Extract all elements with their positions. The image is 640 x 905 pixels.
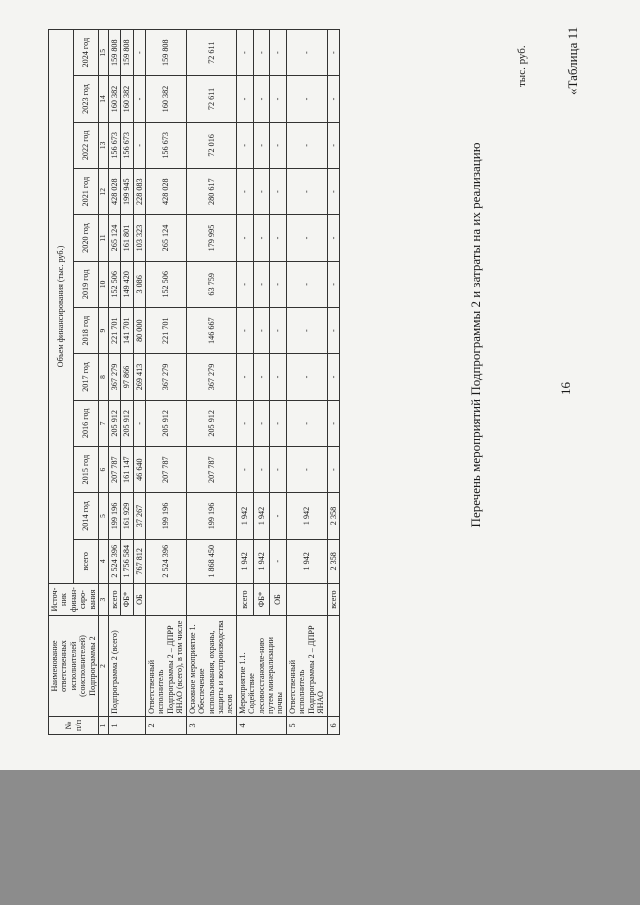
year-value: 156 673 xyxy=(108,122,120,168)
year-value: - xyxy=(253,354,270,400)
year-value: - xyxy=(327,122,339,168)
year-value: 161 147 xyxy=(121,446,133,492)
row-name xyxy=(327,616,339,717)
year-value: - xyxy=(253,446,270,492)
year-value: - xyxy=(253,308,270,354)
year-value: 97 866 xyxy=(121,354,133,400)
year-value: 156 673 xyxy=(146,122,187,168)
year-value: 1 942 xyxy=(286,493,327,539)
header-row-1 xyxy=(49,30,74,735)
year-value: 141 701 xyxy=(121,308,133,354)
row-number: 5 xyxy=(286,716,327,734)
column-index-cell: 6 xyxy=(99,446,109,492)
year-value: 72 611 xyxy=(186,30,236,76)
funding-source: всего xyxy=(108,583,120,615)
column-index-cell: 12 xyxy=(99,169,109,215)
year-value: 160 382 xyxy=(121,76,133,122)
total-value: 1 868 450 xyxy=(186,539,236,583)
column-index-cell: 5 xyxy=(99,493,109,539)
funding-source: ФБ* xyxy=(121,583,133,615)
year-value: - xyxy=(270,76,287,122)
total-value: 2 358 xyxy=(327,539,339,583)
header-year: 2024 год xyxy=(74,30,99,76)
year-value: - xyxy=(253,76,270,122)
year-value: - xyxy=(253,122,270,168)
table-row xyxy=(108,30,120,735)
column-index-cell: 9 xyxy=(99,308,109,354)
row-number: 1 xyxy=(108,716,145,734)
year-value: 228 083 xyxy=(133,169,145,215)
year-value: 159 808 xyxy=(121,30,133,76)
table-row xyxy=(286,30,327,735)
year-value: 367 279 xyxy=(146,354,187,400)
year-value: - xyxy=(286,261,327,307)
table-row xyxy=(186,30,236,735)
year-value: - xyxy=(236,354,253,400)
year-value: 205 912 xyxy=(146,400,187,446)
funding-source: ОБ xyxy=(133,583,145,615)
year-value: 37 267 xyxy=(133,493,145,539)
year-value: 156 673 xyxy=(121,122,133,168)
units-label: тыс. руб. xyxy=(516,45,528,87)
header-year: 2019 год xyxy=(74,261,99,307)
year-value: - xyxy=(327,354,339,400)
year-value: 207 787 xyxy=(146,446,187,492)
header-year: 2017 год xyxy=(74,354,99,400)
row-number: 6 xyxy=(327,716,339,734)
year-value: 3 086 xyxy=(133,261,145,307)
row-name: Основное мероприятие 1. Обеспечение использования, охраны, защиты и воспроизводства лесов xyxy=(186,616,236,717)
year-value: 72 611 xyxy=(186,76,236,122)
year-value: 2 358 xyxy=(327,493,339,539)
year-value: - xyxy=(236,261,253,307)
total-value: 1 756 584 xyxy=(121,539,133,583)
year-value: - xyxy=(270,261,287,307)
year-value: 72 016 xyxy=(186,122,236,168)
year-value: 152 506 xyxy=(108,261,120,307)
year-value: - xyxy=(253,261,270,307)
year-value: - xyxy=(253,30,270,76)
table-row xyxy=(236,30,253,735)
column-index-cell: 1 xyxy=(99,716,109,734)
year-value: - xyxy=(133,122,145,168)
year-value: - xyxy=(327,400,339,446)
year-value: - xyxy=(286,446,327,492)
funding-source: ФБ* xyxy=(253,583,270,615)
year-value: 367 279 xyxy=(186,354,236,400)
year-value: - xyxy=(236,169,253,215)
header-num: № п/п xyxy=(49,716,99,734)
year-value: - xyxy=(286,76,327,122)
column-index-cell: 14 xyxy=(99,76,109,122)
year-value: - xyxy=(286,215,327,261)
row-number: 4 xyxy=(236,716,286,734)
year-value: - xyxy=(236,400,253,446)
page-number: 16 xyxy=(558,382,573,395)
funding-source xyxy=(186,583,236,615)
year-value: - xyxy=(286,354,327,400)
header-year: 2022 год xyxy=(74,122,99,168)
scan-background xyxy=(0,770,640,905)
total-value: 767 812 xyxy=(133,539,145,583)
header-year: 2014 год xyxy=(74,493,99,539)
column-index-cell: 13 xyxy=(99,122,109,168)
year-value: 161 801 xyxy=(121,215,133,261)
year-value: 152 506 xyxy=(146,261,187,307)
header-funding-group: Объем финансирования (тыс. руб.) xyxy=(49,30,74,584)
year-value: - xyxy=(286,308,327,354)
year-value: - xyxy=(270,215,287,261)
year-value: - xyxy=(236,30,253,76)
header-total: всего xyxy=(74,539,99,583)
year-value: 149 420 xyxy=(121,261,133,307)
year-value: - xyxy=(327,215,339,261)
column-index-cell: 8 xyxy=(99,354,109,400)
year-value: - xyxy=(236,446,253,492)
table-body xyxy=(108,30,339,735)
year-value: - xyxy=(133,400,145,446)
table-row xyxy=(327,30,339,735)
year-value: - xyxy=(286,30,327,76)
total-value: 1 942 xyxy=(286,539,327,583)
row-name: Мероприятие 1.1. Содействие лесовосстановле-нию путем минерализации почвы xyxy=(236,616,286,717)
header-year: 2023 год xyxy=(74,76,99,122)
year-value: - xyxy=(327,76,339,122)
year-value: 265 124 xyxy=(108,215,120,261)
year-value: - xyxy=(286,169,327,215)
total-value: - xyxy=(270,539,287,583)
row-number: 2 xyxy=(146,716,187,734)
column-index-row xyxy=(99,30,109,735)
year-value: - xyxy=(253,400,270,446)
year-value: 280 617 xyxy=(186,169,236,215)
year-value: 159 808 xyxy=(146,30,187,76)
year-value: 221 701 xyxy=(146,308,187,354)
funding-source: всего xyxy=(327,583,339,615)
year-value: 207 787 xyxy=(186,446,236,492)
year-value: - xyxy=(236,215,253,261)
year-value: - xyxy=(270,400,287,446)
year-value: 1 942 xyxy=(253,493,270,539)
total-value: 2 524 396 xyxy=(146,539,187,583)
year-value: 179 995 xyxy=(186,215,236,261)
header-name: Наименование ответственных исполнителей (соисполнителей) Подпрограммы 2 xyxy=(49,616,99,717)
year-value: 46 640 xyxy=(133,446,145,492)
year-value: 207 787 xyxy=(108,446,120,492)
year-value: - xyxy=(286,400,327,446)
year-value: 63 759 xyxy=(186,261,236,307)
year-value: 1 942 xyxy=(236,493,253,539)
total-value: 2 524 396 xyxy=(108,539,120,583)
total-value: 1 942 xyxy=(253,539,270,583)
year-value: 205 912 xyxy=(186,400,236,446)
year-value: 265 124 xyxy=(146,215,187,261)
header-year: 2020 год xyxy=(74,215,99,261)
year-value: 80 000 xyxy=(133,308,145,354)
year-value: - xyxy=(270,30,287,76)
year-value: - xyxy=(270,169,287,215)
year-value: - xyxy=(133,76,145,122)
column-index-cell: 2 xyxy=(99,616,109,717)
year-value: - xyxy=(270,493,287,539)
row-name: Подпрограмма 2 (всего) xyxy=(108,616,145,717)
funding-table xyxy=(48,29,340,735)
rotated-content xyxy=(38,15,598,735)
year-value: - xyxy=(236,122,253,168)
year-value: 205 912 xyxy=(108,400,120,446)
column-index-cell: 4 xyxy=(99,539,109,583)
year-value: 103 323 xyxy=(133,215,145,261)
year-value: 160 382 xyxy=(108,76,120,122)
total-value: 1 942 xyxy=(236,539,253,583)
year-value: 199 196 xyxy=(186,493,236,539)
year-value: 146 667 xyxy=(186,308,236,354)
year-value: 205 912 xyxy=(121,400,133,446)
year-value: 199 196 xyxy=(108,493,120,539)
year-value: - xyxy=(327,446,339,492)
year-value: - xyxy=(236,308,253,354)
year-value: 160 382 xyxy=(146,76,187,122)
funding-source xyxy=(286,583,327,615)
row-number: 3 xyxy=(186,716,236,734)
year-value: 199 945 xyxy=(121,169,133,215)
year-value: - xyxy=(270,308,287,354)
column-index-cell: 10 xyxy=(99,261,109,307)
funding-source xyxy=(146,583,187,615)
year-value: - xyxy=(327,30,339,76)
header-year: 2015 год xyxy=(74,446,99,492)
year-value: - xyxy=(253,169,270,215)
year-value: - xyxy=(133,30,145,76)
column-index-cell: 15 xyxy=(99,30,109,76)
table-reference: «Таблица 11 xyxy=(565,26,580,95)
year-value: 199 196 xyxy=(146,493,187,539)
year-value: 221 701 xyxy=(108,308,120,354)
row-name: Ответственный исполнитель Подпрограммы 2 – ДПРР ЯНАО xyxy=(286,616,327,717)
year-value: - xyxy=(253,215,270,261)
column-index-cell: 3 xyxy=(99,583,109,615)
year-value: 159 808 xyxy=(108,30,120,76)
document-title: Перечень мероприятий Подпрограммы 2 и затраты на их реализацию xyxy=(468,142,483,528)
header-year: 2021 год xyxy=(74,169,99,215)
year-value: 367 279 xyxy=(108,354,120,400)
year-value: 428 028 xyxy=(108,169,120,215)
year-value: - xyxy=(327,261,339,307)
year-value: - xyxy=(327,169,339,215)
year-value: - xyxy=(236,76,253,122)
year-value: - xyxy=(270,446,287,492)
year-value: - xyxy=(286,122,327,168)
header-year: 2016 год xyxy=(74,400,99,446)
year-value: - xyxy=(327,308,339,354)
row-name: Ответственный исполнитель Подпрограммы 2 – ДПРР ЯНАО (всего), в том числе xyxy=(146,616,187,717)
column-index-cell: 11 xyxy=(99,215,109,261)
header-year: 2018 год xyxy=(74,308,99,354)
year-value: 428 028 xyxy=(146,169,187,215)
funding-source: ОБ xyxy=(270,583,287,615)
table-row xyxy=(146,30,187,735)
year-value: - xyxy=(270,122,287,168)
year-value: - xyxy=(270,354,287,400)
year-value: 269 413 xyxy=(133,354,145,400)
header-source: Источ-ник финан-сиро-вания xyxy=(49,583,99,615)
funding-source: всего xyxy=(236,583,253,615)
column-index-cell: 7 xyxy=(99,400,109,446)
year-value: 161 929 xyxy=(121,493,133,539)
